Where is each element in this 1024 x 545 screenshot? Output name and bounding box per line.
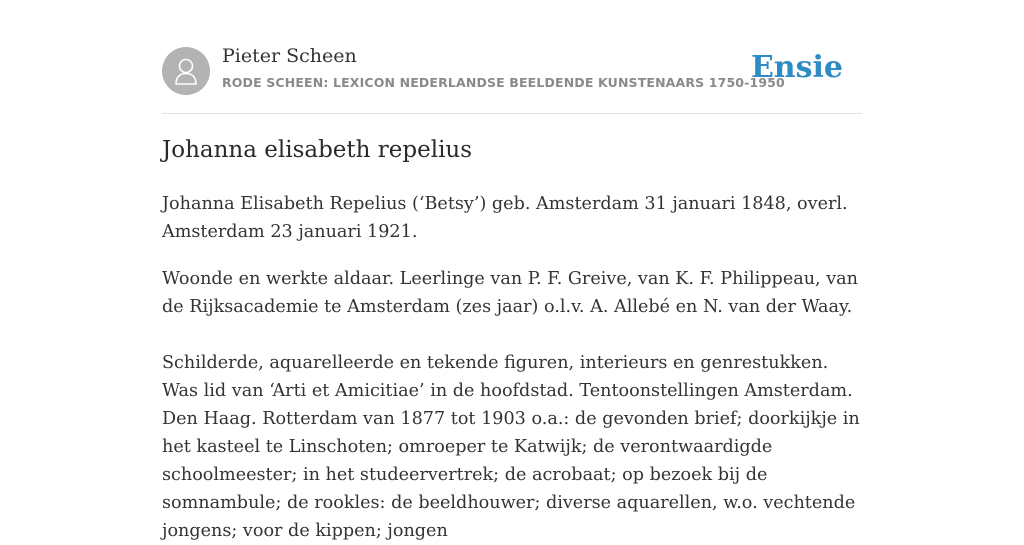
user-silhouette-icon	[172, 56, 200, 86]
article-paragraph-2: Woonde en werkte aldaar. Leerlinge van P. F. Greive, van K. F. Philippeau, van de Rijksacademie te Amsterdam (zes jaar) o.l.v. A. Allebé en N. van der Waay.	[162, 269, 858, 317]
author-avatar[interactable]	[162, 47, 210, 95]
article-title: Johanna elisabeth repelius	[162, 137, 473, 163]
author-name[interactable]: Pieter Scheen	[222, 45, 357, 67]
article-paragraph-3: Schilderde, aquarelleerde en tekende figuren, interieurs en genrestukken. Was lid van ‘Arti et Amicitiae’ in de hoofdstad. Tentoonstellingen Amsterdam. Den Haag. Rotterdam van 1877 tot 1903 o.a.: de gevonden brief; doorkijkje in het kasteel te Linschoten; omroeper te Katwijk; de verontwaardigde schoolmeester; in het studeervertrek; de acrobaat; op bezoek bij de somnambule; de rookles: de beeldhouwer; diverse aquarellen, w.o. vechtende jongens; voor de kippen; jongen	[162, 353, 860, 541]
author-header	[162, 0, 862, 114]
content-column	[162, 0, 862, 541]
ensie-logo[interactable]: Ensie	[750, 50, 843, 85]
source-label[interactable]: RODE SCHEEN: LEXICON NEDERLANDSE BEELDENDE KUNSTENAARS 1750-1950	[222, 75, 785, 90]
article-paragraph-1: Johanna Elisabeth Repelius (‘Betsy’) geb. Amsterdam 31 januari 1848, overl. Amsterdam 23 januari 1921.	[162, 194, 848, 242]
